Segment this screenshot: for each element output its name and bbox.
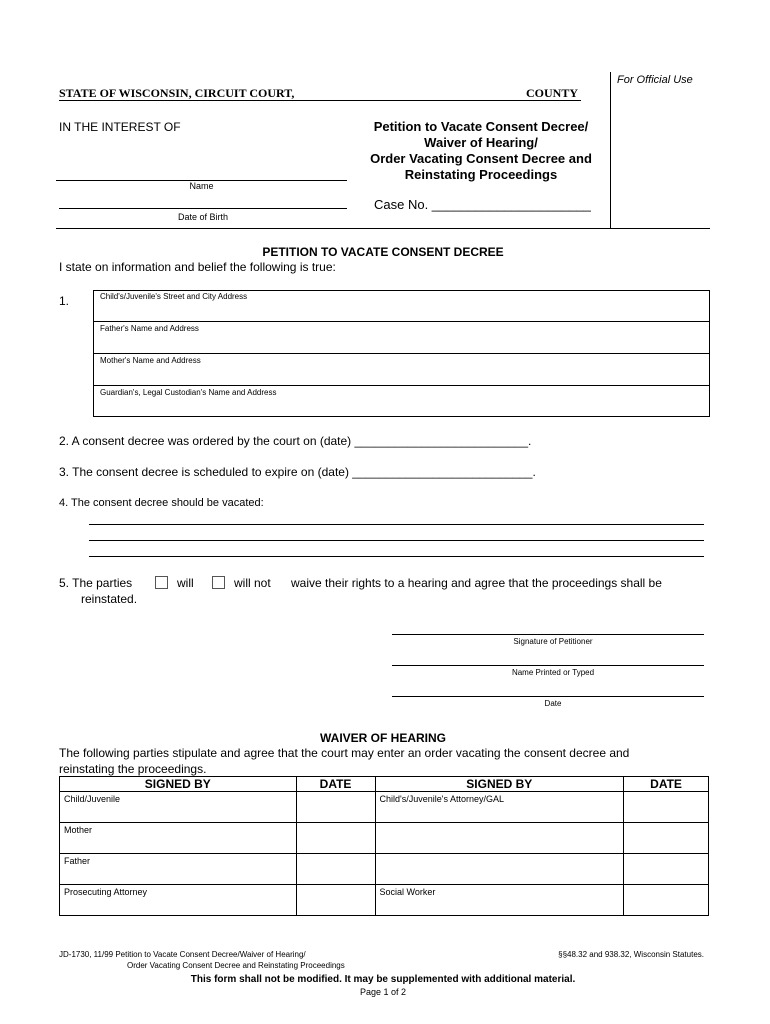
will-label: will — [177, 576, 194, 590]
interest-of-label: IN THE INTEREST OF — [59, 120, 181, 134]
column-header: DATE — [296, 777, 375, 792]
petition-date-line[interactable] — [392, 696, 704, 697]
table-row — [60, 885, 709, 916]
will-checkbox[interactable] — [155, 576, 168, 589]
official-use-label: For Official Use — [617, 74, 693, 86]
signature-cell[interactable]: Social Worker — [375, 885, 624, 916]
date-cell[interactable] — [624, 854, 709, 885]
signature-cell[interactable]: Child's/Juvenile's Attorney/GAL — [375, 792, 624, 823]
waiver-intro-2: reinstating the proceedings. — [59, 762, 207, 776]
item-5-continuation: reinstated. — [81, 592, 138, 606]
vacate-reason-line-3[interactable] — [89, 556, 704, 557]
waiver-heading: WAIVER OF HEARING — [319, 731, 446, 745]
form-title-footer: Order Vacating Consent Decree and Reinstating Proceedings — [127, 961, 345, 970]
petition-intro: I state on information and belief the following is true: — [59, 260, 336, 274]
table-row — [60, 823, 709, 854]
vacate-reason-line-1[interactable] — [89, 524, 704, 525]
vacate-reason-line-2[interactable] — [89, 540, 704, 541]
statutes-reference: §§48.32 and 938.32, Wisconsin Statutes. — [558, 950, 704, 959]
item-5-text: waive their rights to a hearing and agree that the proceedings shall be — [291, 576, 662, 590]
signature-cell[interactable] — [375, 823, 624, 854]
date-cell[interactable] — [296, 792, 375, 823]
table-header-row — [60, 777, 709, 792]
county-label: COUNTY — [526, 86, 579, 100]
case-number-field[interactable]: Case No. ______________________ — [374, 197, 591, 212]
petition-date-label: Date — [544, 699, 562, 708]
table-row — [60, 792, 709, 823]
dob-label: Date of Birth — [177, 212, 229, 222]
will-not-checkbox[interactable] — [212, 576, 225, 589]
child-address-field[interactable]: Child's/Juvenile's Street and City Address — [100, 292, 248, 301]
column-header: DATE — [624, 777, 709, 792]
printed-name-label: Name Printed or Typed — [511, 668, 595, 677]
date-cell[interactable] — [624, 885, 709, 916]
father-address-field[interactable]: Father's Name and Address — [100, 324, 199, 333]
petition-heading: PETITION TO VACATE CONSENT DECREE — [262, 245, 504, 259]
dob-field[interactable] — [59, 208, 347, 209]
table-row — [60, 854, 709, 885]
date-cell[interactable] — [624, 823, 709, 854]
item-4: 4. The consent decree should be vacated: — [59, 497, 264, 509]
column-header: SIGNED BY — [375, 777, 624, 792]
printed-name-line[interactable] — [392, 665, 704, 666]
signature-cell[interactable]: Prosecuting Attorney — [60, 885, 297, 916]
item-3[interactable]: 3. The consent decree is scheduled to expire on (date) ___________________________. — [59, 465, 536, 479]
date-cell[interactable] — [296, 885, 375, 916]
signature-cell[interactable] — [375, 854, 624, 885]
form-number: JD-1730, 11/99 Petition to Vacate Consent Decree/Waiver of Hearing/ — [59, 950, 306, 959]
date-cell[interactable] — [624, 792, 709, 823]
signature-cell[interactable]: Child/Juvenile — [60, 792, 297, 823]
item-2[interactable]: 2. A consent decree was ordered by the court on (date) __________________________. — [59, 434, 532, 448]
waiver-signature-table — [59, 776, 709, 916]
will-not-label: will not — [234, 576, 271, 590]
modification-notice: This form shall not be modified. It may be supplemented with additional material. — [190, 974, 576, 985]
mother-address-field[interactable]: Mother's Name and Address — [100, 356, 201, 365]
page-number: Page 1 of 2 — [359, 987, 407, 997]
date-cell[interactable] — [296, 823, 375, 854]
item-5-prefix: 5. The parties — [59, 576, 133, 590]
petitioner-signature-line[interactable] — [392, 634, 704, 635]
date-cell[interactable] — [296, 854, 375, 885]
item-1-number: 1. — [59, 294, 70, 308]
court-label: STATE OF WISCONSIN, CIRCUIT COURT, — [59, 86, 295, 100]
signature-cell[interactable]: Father — [60, 854, 297, 885]
signature-cell[interactable]: Mother — [60, 823, 297, 854]
name-label: Name — [189, 181, 214, 191]
form-title: Petition to Vacate Consent Decree/ Waiver of Hearing/ Order Vacating Consent Decree and Reinstating Proceedings — [370, 119, 592, 182]
waiver-intro-1: The following parties stipulate and agree that the court may enter an order vacating the consent decree and — [59, 746, 630, 760]
guardian-address-field[interactable]: Guardian's, Legal Custodian's Name and Address — [100, 388, 277, 397]
signature-label: Signature of Petitioner — [513, 637, 593, 646]
column-header: SIGNED BY — [60, 777, 297, 792]
